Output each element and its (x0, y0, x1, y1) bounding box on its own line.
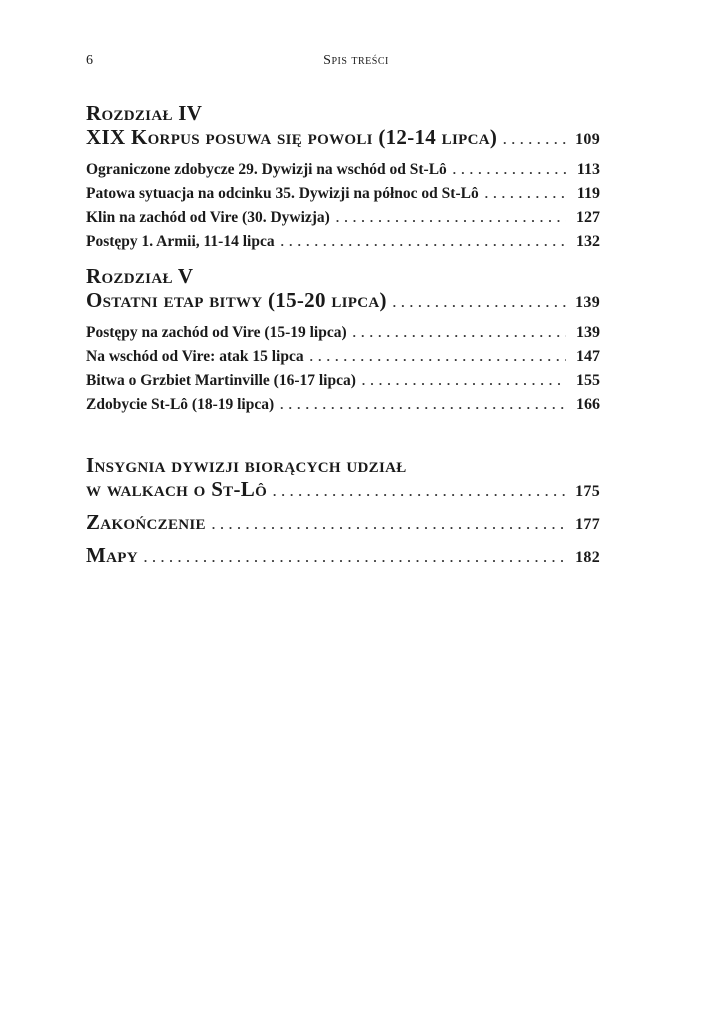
toc-entry-title: Na wschód od Vire: atak 15 lipca (86, 348, 304, 365)
toc-entry-title: Ograniczone zdobycze 29. Dywizji na wschód od St-Lô (86, 161, 447, 178)
insignia-title-line2: w walkach o St-Lô (86, 477, 268, 501)
toc-entry (86, 230, 600, 254)
chapter-5-title: Ostatni etap bitwy (15-20 lipca) (86, 288, 387, 312)
toc-entry-page: 132 (576, 233, 600, 250)
page-number: 6 (86, 53, 93, 68)
chapter-4-label: Rozdział IV (86, 101, 203, 125)
chapter-4-title-row (86, 125, 600, 152)
toc-entry (86, 182, 600, 206)
dot-leader (362, 369, 566, 393)
toc-entry-title: Postępy 1. Armii, 11-14 lipca (86, 233, 275, 250)
chapter-4-title: XIX Korpus posuwa się powoli (12-14 lipca) (86, 125, 498, 149)
toc-entry-title: Postępy na zachód od Vire (15-19 lipca) (86, 324, 347, 341)
dot-leader (393, 291, 566, 315)
maps-title: Mapy (86, 543, 138, 567)
toc-entry (86, 393, 600, 417)
conclusion-row (86, 510, 600, 537)
toc-entry-title: Zdobycie St-Lô (18-19 lipca) (86, 396, 275, 413)
insignia-page: 175 (575, 483, 600, 500)
chapter-5-label: Rozdział V (86, 264, 194, 288)
table-of-contents (86, 101, 600, 570)
toc-entry (86, 321, 600, 345)
dot-leader (353, 321, 566, 345)
conclusion-title: Zakończenie (86, 510, 206, 534)
dot-leader (281, 230, 566, 254)
toc-entry-page: 113 (576, 161, 600, 178)
toc-entry (86, 158, 600, 182)
chapter-5-page: 139 (575, 294, 600, 311)
toc-entry-title: Patowa sytuacja na odcinku 35. Dywizji na północ od St-Lô (86, 185, 479, 202)
conclusion-page: 177 (575, 516, 600, 533)
chapter-5-title-row (86, 288, 600, 315)
dot-leader (144, 546, 566, 570)
toc-entry-page: 139 (576, 324, 600, 341)
chapter-4-page: 109 (575, 131, 600, 148)
dot-leader (280, 393, 566, 417)
toc-entry-page: 119 (576, 185, 600, 202)
toc-entry-title: Bitwa o Grzbiet Martinville (16-17 lipca) (86, 372, 356, 389)
toc-entry (86, 345, 600, 369)
toc-entry-page: 166 (576, 396, 600, 413)
dot-leader (503, 128, 566, 152)
toc-entry (86, 206, 600, 230)
dot-leader (453, 158, 566, 182)
insignia-row (86, 477, 600, 504)
dot-leader (212, 513, 566, 537)
toc-entry-title: Klin na zachód od Vire (30. Dywizja) (86, 209, 330, 226)
toc-entry-page: 147 (576, 348, 600, 365)
maps-page: 182 (575, 549, 600, 566)
dot-leader (273, 480, 566, 504)
toc-entry (86, 369, 600, 393)
toc-entry-page: 155 (576, 372, 600, 389)
dot-leader (310, 345, 566, 369)
maps-row (86, 543, 600, 570)
dot-leader (485, 182, 566, 206)
dot-leader (336, 206, 566, 230)
toc-entry-page: 127 (576, 209, 600, 226)
insignia-title-line1: Insygnia dywizji biorących udział (86, 453, 407, 477)
running-head: Spis treści (323, 53, 389, 68)
